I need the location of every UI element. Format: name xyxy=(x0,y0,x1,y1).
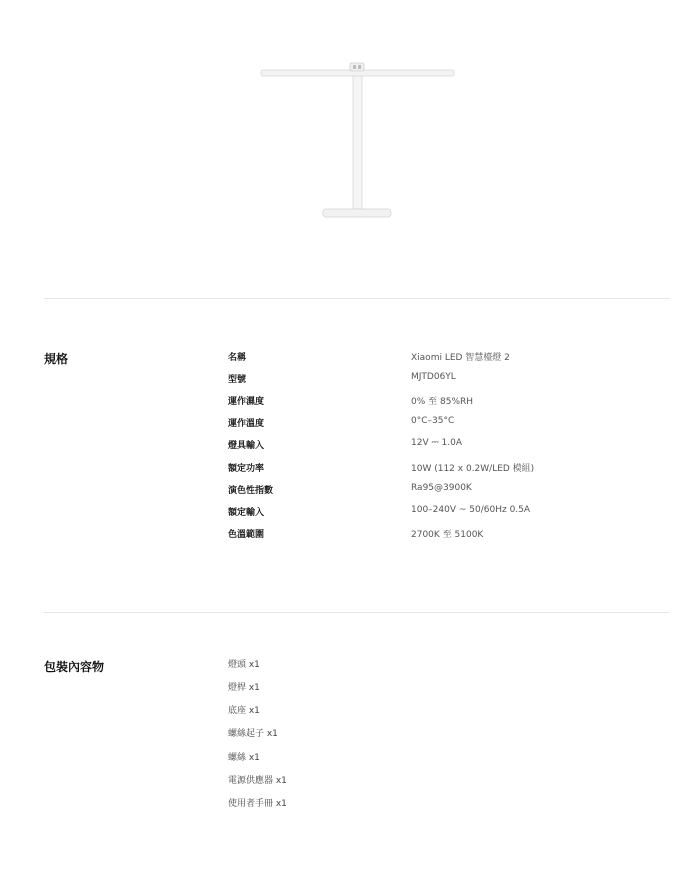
spec-value: 2700K 至 5100K xyxy=(411,530,484,540)
spec-row xyxy=(0,505,700,527)
spec-value: 12V ⎓ 1.0A xyxy=(411,438,462,448)
spec-row xyxy=(0,394,700,416)
spec-value: 0% 至 85%RH xyxy=(411,397,474,407)
spec-row xyxy=(0,527,700,549)
box-contents-heading: 包裝內容物 xyxy=(44,660,105,674)
spec-key: 型號 xyxy=(228,375,247,385)
list-item: 燈桿 x1 xyxy=(228,683,260,693)
spec-value: MJTD06YL xyxy=(411,372,456,382)
specs-heading: 規格 xyxy=(44,352,69,366)
spec-row xyxy=(0,372,700,394)
spec-value: 100–240V ~ 50/60Hz 0.5A xyxy=(411,505,531,515)
divider-top xyxy=(44,298,670,299)
spec-key: 運作溫度 xyxy=(228,419,265,429)
spec-value: Ra95@3900K xyxy=(411,483,472,493)
list-item: 底座 x1 xyxy=(228,706,260,716)
spec-key: 演色性指數 xyxy=(228,486,274,496)
list-item: 電源供應器 x1 xyxy=(228,776,287,786)
spec-key: 額定輸入 xyxy=(228,508,265,518)
spec-row xyxy=(0,350,700,372)
spec-row xyxy=(0,483,700,505)
list-item: 燈頭 x1 xyxy=(228,660,260,670)
spec-value: 0°C–35°C xyxy=(411,416,455,426)
list-item: 螺絲 x1 xyxy=(228,753,260,763)
desk-lamp-image xyxy=(255,60,460,222)
spec-key: 燈具輸入 xyxy=(228,441,265,451)
list-item: 使用者手冊 x1 xyxy=(228,799,287,809)
divider-bottom xyxy=(44,612,670,613)
spec-row xyxy=(0,438,700,460)
spec-value: 10W (112 x 0.2W/LED 模組) xyxy=(411,464,535,474)
spec-key: 額定功率 xyxy=(228,464,265,474)
spec-row xyxy=(0,416,700,438)
spec-key: 色溫範圍 xyxy=(228,530,265,540)
spec-key: 運作濕度 xyxy=(228,397,265,407)
spec-value: Xiaomi LED 智慧檯燈 2 xyxy=(411,353,510,363)
list-item: 螺絲起子 x1 xyxy=(228,729,278,739)
spec-key: 名稱 xyxy=(228,353,247,363)
spec-row xyxy=(0,461,700,483)
